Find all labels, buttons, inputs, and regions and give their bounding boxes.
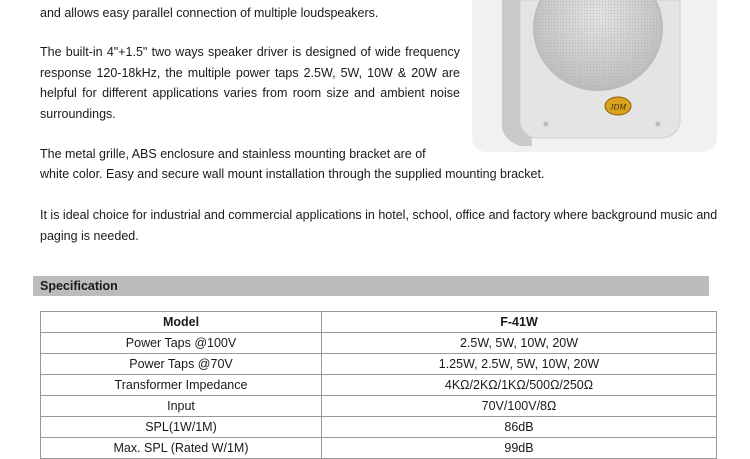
row-value: 2.5W, 5W, 10W, 20W — [322, 333, 717, 354]
table-row — [41, 333, 717, 354]
product-image — [472, 0, 717, 152]
specification-table — [40, 311, 717, 459]
row-value: 70V/100V/8Ω — [322, 396, 717, 417]
row-label: SPL(1W/1M) — [41, 417, 322, 438]
row-value: 4KΩ/2KΩ/1KΩ/500Ω/250Ω — [322, 375, 717, 396]
table-row — [41, 396, 717, 417]
row-label: Max. SPL (Rated W/1M) — [41, 438, 322, 459]
row-value: 1.25W, 2.5W, 5W, 10W, 20W — [322, 354, 717, 375]
driver-paragraph: The built-in 4"+1.5" two ways speaker driver is designed of wide frequency response 120-18kHz, the multiple power taps 2.5W, 5W, 10W & 20W are helpful for different applications varies from room size and ambient noise surroundings. — [40, 45, 460, 121]
table-header-row — [41, 312, 717, 333]
intro-paragraph-tail: and allows easy parallel connection of multiple loudspeakers. — [40, 6, 379, 20]
screw-left — [544, 122, 549, 127]
row-label: Input — [41, 396, 322, 417]
row-label: Transformer Impedance — [41, 375, 322, 396]
row-value: 99dB — [322, 438, 717, 459]
screw-right — [656, 122, 661, 127]
row-label: Power Taps @70V — [41, 354, 322, 375]
brand-logo-text: JDM — [610, 102, 626, 112]
header-label: Model — [41, 312, 322, 333]
row-label: Power Taps @100V — [41, 333, 322, 354]
table-row — [41, 438, 717, 459]
material-paragraph-line2: white color. Easy and secure wall mount installation through the supplied mounting bracket. — [40, 167, 545, 181]
material-paragraph-line1: The metal grille, ABS enclosure and stainless mounting bracket are of — [40, 147, 426, 161]
speaker-illustration — [472, 0, 717, 152]
table-row — [41, 417, 717, 438]
specification-heading: Specification — [33, 276, 709, 296]
application-paragraph: It is ideal choice for industrial and commercial applications in hotel, school, office and factory where background music and paging is needed. — [40, 208, 718, 243]
table-row — [41, 375, 717, 396]
table-row — [41, 354, 717, 375]
row-value: 86dB — [322, 417, 717, 438]
header-value: F-41W — [322, 312, 717, 333]
